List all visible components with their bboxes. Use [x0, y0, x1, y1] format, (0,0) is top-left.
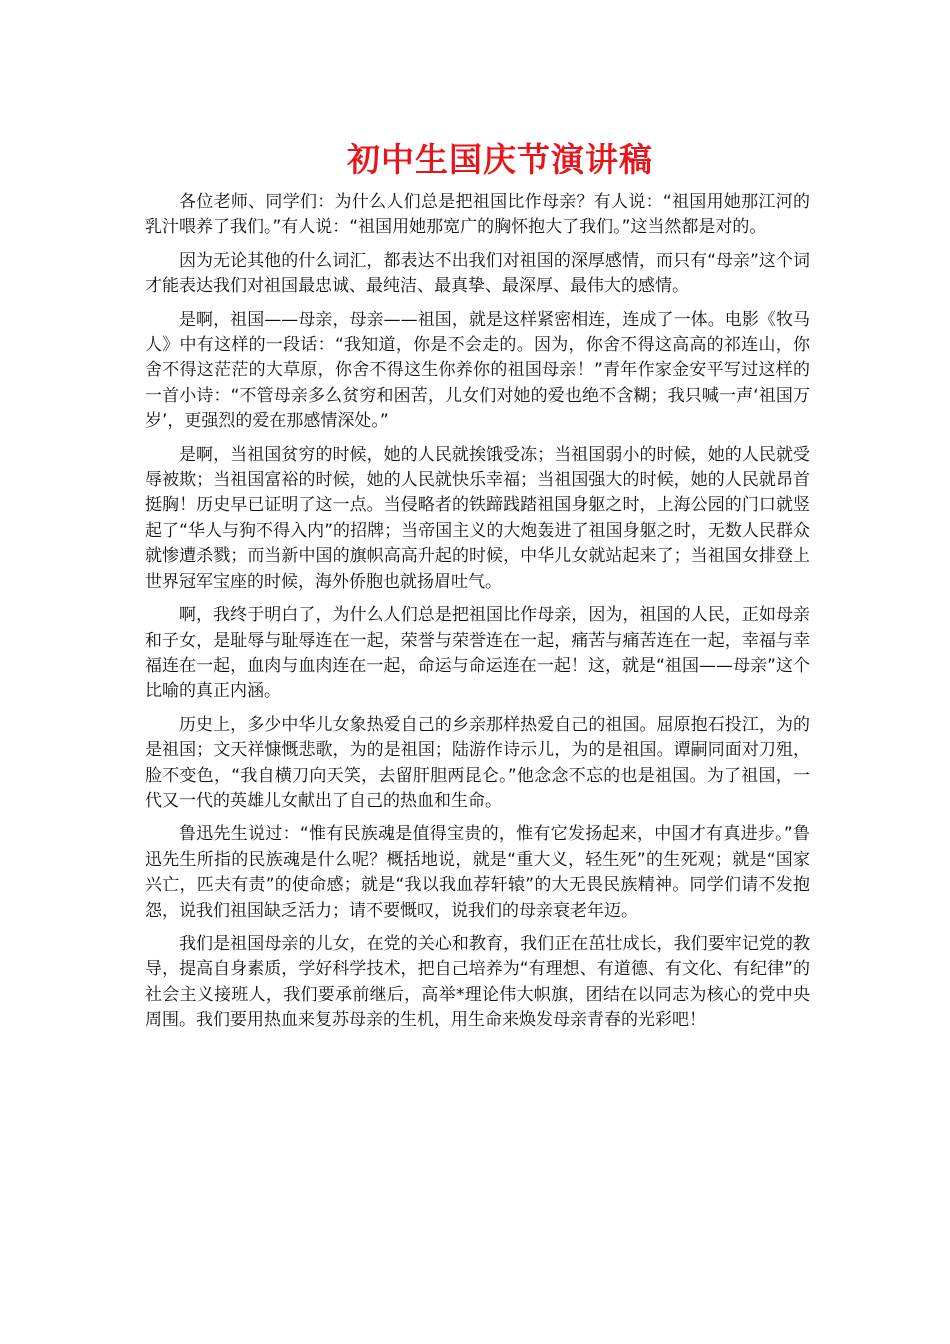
paragraph: 各位老师、同学们：为什么人们总是把祖国比作母亲？有人说：“祖国用她那江河的乳汁喂养了我们。”有人说：“祖国用她那宽广的胸怀抱大了我们。”这当然都是对的。: [145, 192, 810, 238]
page-title: 初中生国庆节演讲稿: [347, 140, 653, 179]
paragraph: 是啊，当祖国贫穷的时候，她的人民就挨饿受冻；当祖国弱小的时候，她的人民就受辱被欺；当祖国富裕的时候，她的人民就快乐幸福；当祖国强大的时候，她的人民就昂首挺胸！历史早已证明了这一点。当侵略者的铁蹄践踏祖国身躯之时，上海公园的门口就竖起了“华人与狗不得入内”的招牌；当帝国主义的大炮轰进了祖国身躯之时，无数人民群众就惨遭杀戮；而当新中国的旗帜高高升起的时候，中华儿女就站起来了；当祖国女排登上世界冠军宝座的时候，海外侨胞也就扬眉吐气。: [145, 444, 810, 592]
document-body: [145, 190, 810, 1042]
paragraph: 鲁迅先生说过：“惟有民族魂是值得宝贵的，惟有它发扬起来，中国才有真进步。”鲁迅先生所指的民族魂是什么呢？概括地说，就是“重大义，轻生死”的生死观；就是“国家兴亡，匹夫有责”的使命感；就是“我以我血荐轩辕”的大无畏民族精神。同学们请不发抱怨，说我们祖国缺乏活力；请不要慨叹，说我们的母亲衰老年迈。: [145, 824, 810, 921]
paragraph: 因为无论其他的什么词汇，都表达不出我们对祖国的深厚感情，而只有“母亲”这个词才能表达我们对祖国最忠诚、最纯洁、最真挚、最深厚、最伟大的感情。: [145, 250, 810, 297]
paragraph: 啊，我终于明白了，为什么人们总是把祖国比作母亲，因为，祖国的人民，正如母亲和子女，是耻辱与耻辱连在一起，荣誉与荣誉连在一起，痛苦与痛苦连在一起，幸福与幸福连在一起，血肉与血肉连在一起，命运与命运连在一起！这，就是“祖国——母亲”这个比喻的真正内涵。: [145, 605, 810, 702]
paragraph: 是啊，祖国——母亲，母亲——祖国，就是这样紧密相连，连成了一体。电影《牧马人》中有这样的一段话：“我知道，你是不会走的。因为，你舍不得这高高的祁连山，你舍不得这茫茫的大草原，你舍不得这生你养你的祖国母亲！”青年作家金安平写过这样的一首小诗：“不管母亲多么贫穷和困苦，儿女们对她的爱也绝不含糊；我只喊一声‘祖国万岁’，更强烈的爱在那感情深处。”: [145, 309, 810, 432]
paragraph: 我们是祖国母亲的儿女，在党的关心和教育，我们正在茁壮成长，我们要牢记党的教导，提高自身素质，学好科学技术，把自己培养为“有理想、有道德、有文化、有纪律”的社会主义接班人，我们要承前继后，高举*理论伟大帜旗，团结在以同志为核心的党中央周围。我们要用热血来复苏母亲的生机，用生命来焕发母亲青春的光彩吧！: [145, 933, 810, 1031]
paragraph: 历史上，多少中华儿女象热爱自己的乡亲那样热爱自己的祖国。屈原抱石投江，为的是祖国；文天祥慷慨悲歌，为的是祖国；陆游作诗示儿，为的是祖国。谭嗣同面对刀殂，脸不变色，“我自横刀向天笑，去留肝胆两昆仑。”他念念不忘的也是祖国。为了祖国，一代又一代的英雄儿女献出了自己的热血和生命。: [145, 714, 810, 811]
